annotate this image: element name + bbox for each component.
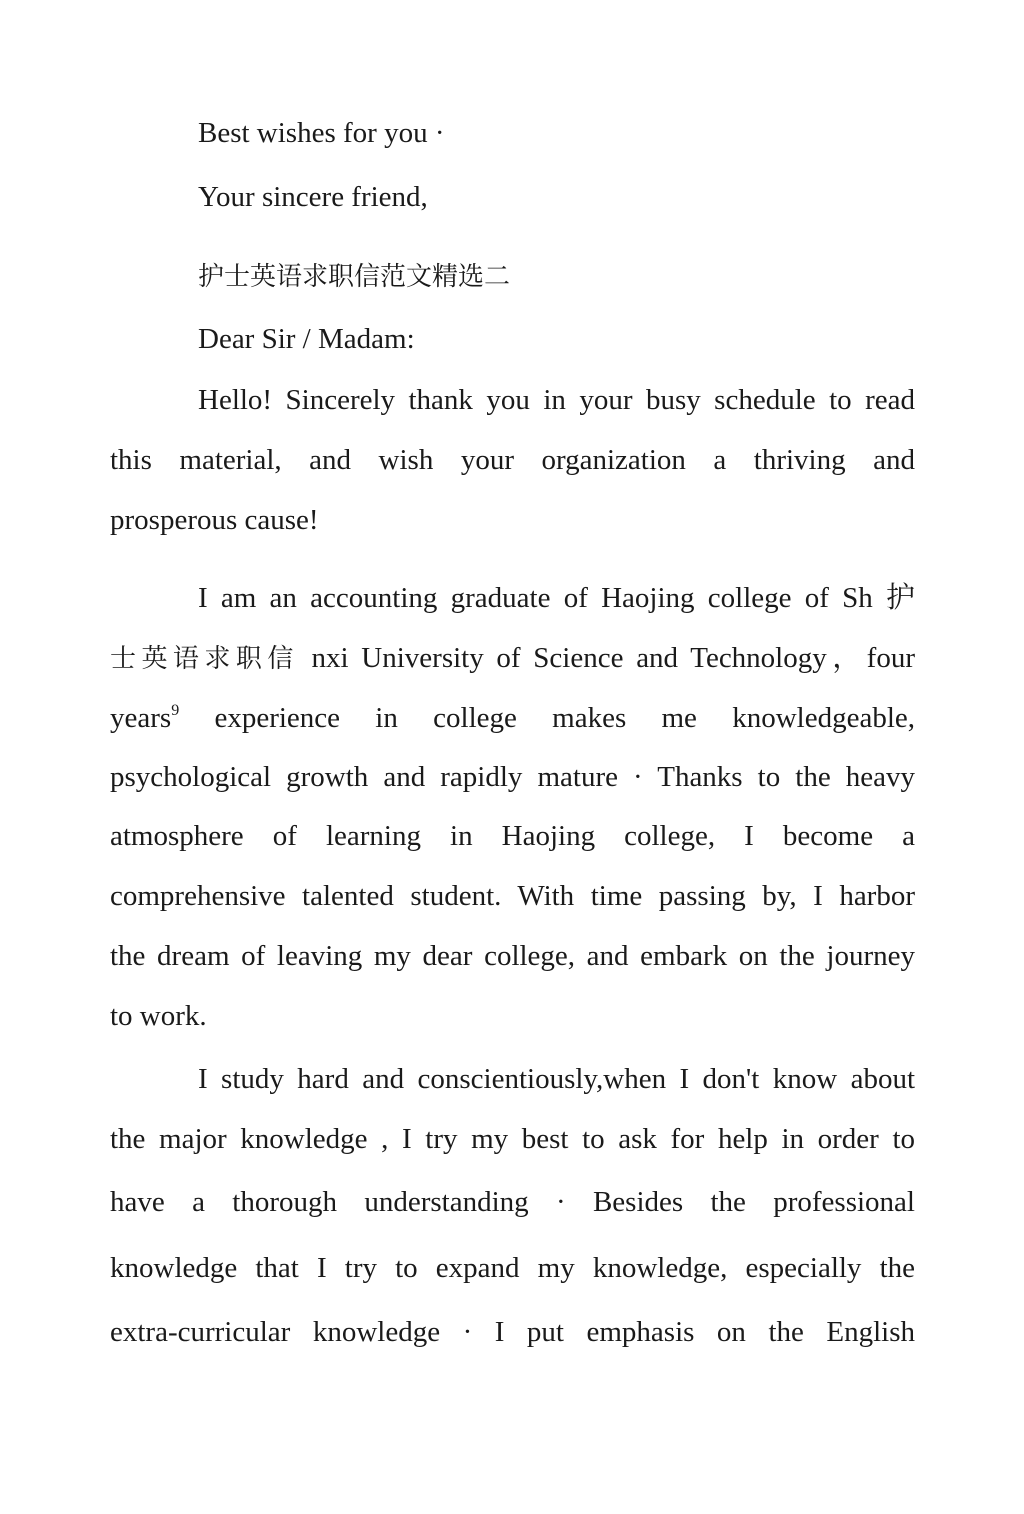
inline-chinese-text: 士英语求职信 <box>110 644 299 674</box>
paragraph-line: I am an accounting graduate of Haojing college of Sh 护 <box>198 582 915 614</box>
paragraph-line <box>110 638 915 679</box>
inline-text: experience in college makes me knowledgeable, <box>179 702 915 734</box>
salutation: Dear Sir / Madam: <box>198 323 415 355</box>
section-title: 护士英语求职信范文精选二 <box>198 262 511 292</box>
paragraph-line: this material, and wish your organization a thriving and <box>110 444 915 476</box>
paragraph-line: knowledge that I try to expand my knowledge, especially the <box>110 1252 915 1284</box>
paragraph-line: I study hard and conscientiously,when I don't know about <box>198 1063 915 1095</box>
paragraph-line: atmosphere of learning in Haojing college, I become a <box>110 820 915 852</box>
paragraph-line: the major knowledge , I try my best to ask for help in order to <box>110 1123 915 1155</box>
paragraph-line: the dream of leaving my dear college, and embark on the journey <box>110 940 915 972</box>
paragraph-line: psychological growth and rapidly mature · Thanks to the heavy <box>110 761 915 793</box>
paragraph-line: prosperous cause! <box>110 504 319 536</box>
footnote-marker: 9 <box>171 702 180 719</box>
paragraph-line: Hello! Sincerely thank you in your busy schedule to read <box>198 384 915 416</box>
paragraph-line: to work. <box>110 1000 207 1032</box>
inline-text: nxi University of Science and Technology，four <box>298 642 915 674</box>
closing-signoff: Your sincere friend, <box>198 181 428 213</box>
closing-wishes: Best wishes for you · <box>198 117 445 149</box>
inline-text: years <box>110 702 172 734</box>
paragraph-line <box>110 698 915 738</box>
paragraph-line: have a thorough understanding · Besides the professional <box>110 1186 915 1218</box>
paragraph-line: comprehensive talented student. With time passing by, I harbor <box>110 880 915 912</box>
paragraph-line: extra-curricular knowledge · I put emphasis on the English <box>110 1316 915 1348</box>
